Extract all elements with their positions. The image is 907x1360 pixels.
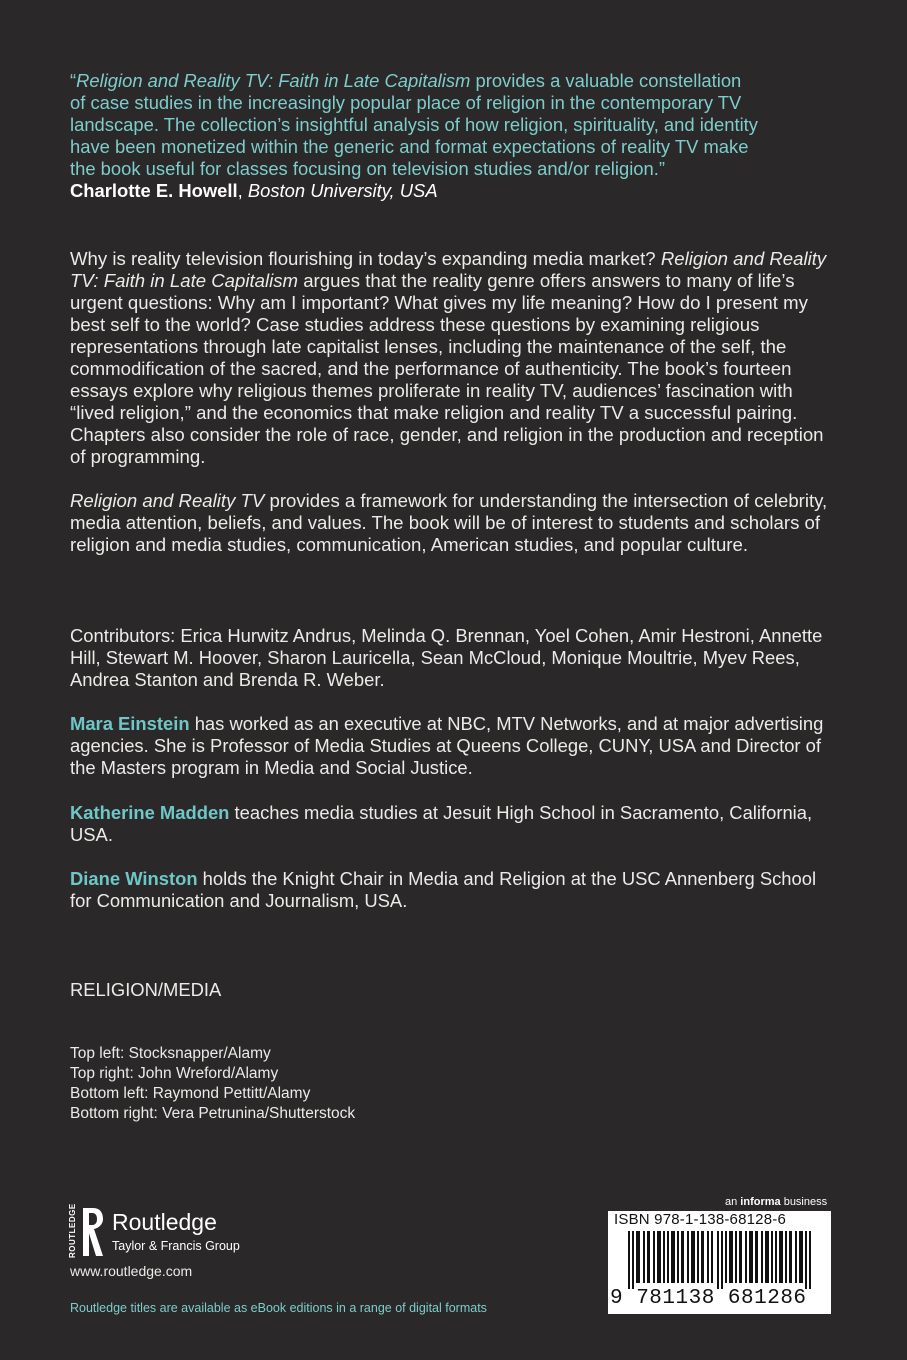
description-paragraph-2: Religion and Reality TV provides a framework for understanding the intersection of celebrity, media attention, beliefs, and values. The book will be of interest to students and scholars of religion and media studies, communication, American studies, and popular culture. [70,490,828,555]
publisher-url[interactable]: www.routledge.com [70,1263,193,1279]
routledge-logo [68,1203,268,1258]
publisher-group: Taylor & Francis Group [112,1239,240,1253]
description-book-title: Religion and Reality TV: Faith in Late Capitalism [70,248,827,291]
routledge-r-icon [81,1206,105,1258]
book-description [70,248,832,578]
subject-category: RELIGION/MEDIA [70,979,222,1000]
barcode-digits: 9 781138 681286 [610,1287,807,1310]
editor-name: Katherine Madden [70,802,230,823]
endorsement-quote [70,70,832,202]
credit-line: Bottom left: Raymond Pettitt/Alamy [70,1085,311,1102]
editor-name: Diane Winston [70,868,198,889]
quote-attribution: Charlotte E. Howell, Boston University, USA [70,180,438,201]
credit-line: Top left: Stocksnapper/Alamy [70,1045,271,1062]
credit-line: Bottom right: Vera Petrunina/Shutterstock [70,1105,356,1122]
quote-text-1: provides a valuable constellation [470,70,742,91]
quote-affiliation: Boston University, USA [247,180,438,201]
ebook-note: Routledge titles are available as eBook editions in a range of digital formats [70,1301,487,1315]
quote-author: Charlotte E. Howell [70,180,238,201]
open-quote-mark: “ [70,70,77,91]
quote-text-5: the book useful for classes focusing on television studies and/or religion.” [70,158,665,179]
isbn-label: ISBN 978-1-138-68128-6 [614,1211,787,1228]
description-short-title: Religion and Reality TV [70,490,265,511]
description-paragraph-1: Why is reality television flourishing in today’s expanding media market? Religion and Reality TV: Faith in Late Capitalism argues that the reality genre offers answers to many of life’s urgent questions: Why am I important? What gives my life meaning? How do I present my best self to the world? Case studies address these questions by examining religious representations through late capitalist lenses, including the maintenance of the self, the commodification of the sacred, and the performance of authenticity. The book’s fourteen essays explore why religious themes proliferate in reality TV, audiences’ fascination with “lived religion,” and the economics that make religion and reality TV a successful pairing. Chapters also consider the role of race, gender, and religion in the production and reception of programming. [70,248,827,467]
quote-text-4: have been monetized within the generic and format expectations of reality TV make [70,136,749,157]
quote-text-3: landscape. The collection’s insightful analysis of how religion, spirituality, and identity [70,114,758,135]
contributors-list: Contributors: Erica Hurwitz Andrus, Melinda Q. Brennan, Yoel Cohen, Amir Hestroni, Annette Hill, Stewart M. Hoover, Sharon Lauricella, Sean McCloud, Monique Moultrie, Myev Rees, Andrea Stanton and Brenda R. Weber. [70,625,823,690]
photo-credits [70,1044,832,1124]
editor-bio: Mara Einstein has worked as an executive at NBC, MTV Networks, and at major advertising agencies. She is Professor of Media Studies at Queens College, CUNY, USA and Director of the Masters program in Media and Social Justice. [70,713,824,778]
editor-name: Mara Einstein [70,713,190,734]
barcode [608,1211,831,1314]
barcode-bars [616,1231,826,1289]
quote-book-title: Religion and Reality TV: Faith in Late Capitalism [76,70,471,91]
editor-bio: Katherine Madden teaches media studies at Jesuit High School in Sacramento, California, USA. [70,802,813,845]
quote-text-2: of case studies in the increasingly popular place of religion in the contemporary TV [70,92,742,113]
editor-bio: Diane Winston holds the Knight Chair in Media and Religion at the USC Annenberg School for Communication and Journalism, USA. [70,868,817,911]
publisher-name: Routledge [112,1209,217,1235]
informa-business-label: an informa business [725,1196,828,1208]
credit-line: Top right: John Wreford/Alamy [70,1065,279,1082]
logo-vertical-text: ROUTLEDGE [68,1203,77,1258]
